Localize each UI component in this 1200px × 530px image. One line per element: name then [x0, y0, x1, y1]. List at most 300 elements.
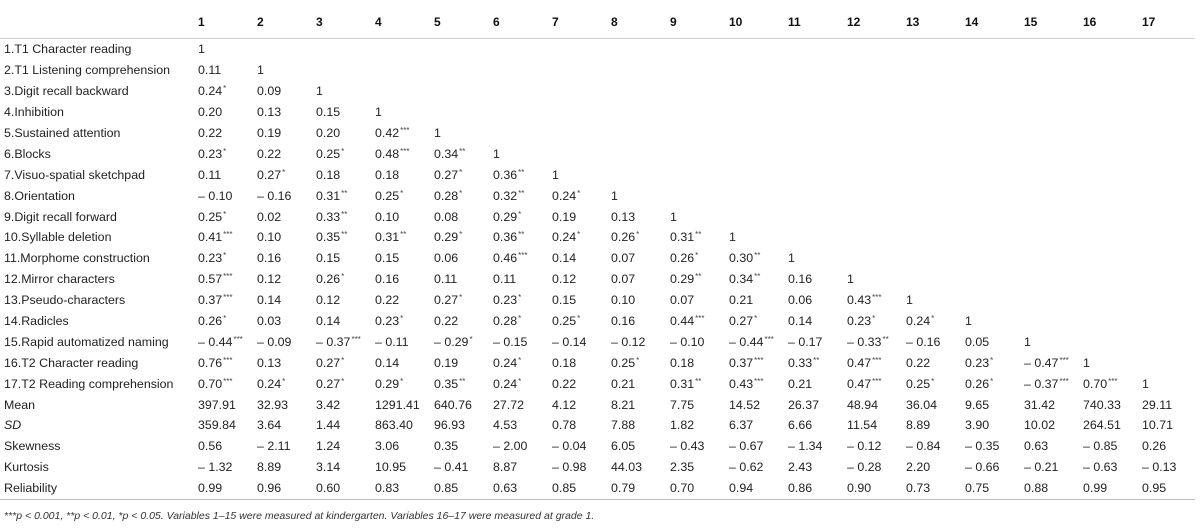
table-cell: 397.91: [198, 397, 236, 412]
table-cell: 0.22: [257, 146, 282, 161]
table-cell: 0.33**: [316, 209, 348, 224]
table-cell: 6.66: [788, 418, 813, 433]
table-row: [0, 185, 1195, 206]
table-cell: 1: [670, 209, 677, 224]
table-cell: 32.93: [257, 397, 289, 412]
table-cell: [428, 39, 487, 60]
table-cell: – 0.28: [847, 460, 882, 475]
table-cell: 0.14: [788, 314, 813, 329]
table-cell: [487, 102, 546, 123]
table-cell: 0.41***: [198, 230, 233, 245]
table-cell: 1: [316, 84, 323, 99]
table-cell: 1: [611, 188, 618, 203]
table-cell: 0.47***: [847, 355, 882, 370]
table-cell: [900, 60, 959, 81]
table-cell: 0.13: [611, 209, 636, 224]
table-cell: [1077, 164, 1136, 185]
table-cell: [841, 206, 900, 227]
table-cell: [900, 248, 959, 269]
table-cell: [664, 39, 723, 60]
table-cell: – 0.62: [729, 460, 764, 475]
table-cell: 3.90: [965, 418, 990, 433]
table-cell: 0.78: [552, 418, 577, 433]
row-label: 13.Pseudo-characters: [4, 293, 126, 308]
table-cell: – 0.37***: [316, 334, 361, 349]
column-header: 8: [605, 8, 664, 39]
table-cell: 0.22: [434, 314, 459, 329]
table-cell: [1018, 164, 1077, 185]
table-cell: 0.43***: [729, 376, 764, 391]
table-cell: [546, 39, 605, 60]
table-cell: 0.31**: [670, 376, 702, 391]
table-cell: 0.18: [670, 355, 695, 370]
table-cell: 2.43: [788, 460, 813, 475]
table-cell: [723, 39, 782, 60]
table-cell: 0.26*: [670, 251, 699, 266]
table-cell: [841, 123, 900, 144]
table-cell: [1018, 290, 1077, 311]
row-label: 8.Orientation: [4, 188, 75, 203]
table-cell: [1077, 39, 1136, 60]
table-cell: 14.52: [729, 397, 761, 412]
table-cell: [1136, 311, 1195, 332]
table-cell: 0.23*: [965, 355, 994, 370]
table-cell: 0.25*: [375, 188, 404, 203]
correlation-table: [0, 8, 1195, 500]
table-cell: 8.89: [257, 460, 282, 475]
table-cell: [841, 143, 900, 164]
table-cell: 740.33: [1083, 397, 1121, 412]
table-cell: 10.02: [1024, 418, 1056, 433]
table-cell: 0.20: [198, 105, 223, 120]
table-cell: [782, 39, 841, 60]
table-cell: [959, 269, 1018, 290]
table-cell: [959, 39, 1018, 60]
table-cell: [959, 81, 1018, 102]
table-cell: – 0.12: [611, 334, 646, 349]
table-cell: 0.26*: [965, 376, 994, 391]
table-cell: – 0.47***: [1024, 355, 1069, 370]
table-cell: 0.31**: [316, 188, 348, 203]
table-cell: [900, 227, 959, 248]
column-header: 11: [782, 8, 841, 39]
table-cell: [900, 164, 959, 185]
row-label: 6.Blocks: [4, 146, 51, 161]
table-cell: 0.88: [1018, 478, 1077, 499]
table-cell: – 0.63: [1083, 460, 1118, 475]
table-cell: 0.02: [257, 209, 282, 224]
table-cell: [900, 206, 959, 227]
table-cell: 0.85: [428, 478, 487, 499]
table-cell: [723, 60, 782, 81]
table-cell: [841, 248, 900, 269]
table-cell: 863.40: [375, 418, 413, 433]
table-cell: 0.16: [375, 272, 400, 287]
table-cell: [900, 269, 959, 290]
table-cell: [1018, 143, 1077, 164]
table-row: [0, 373, 1195, 394]
table-cell: 0.34**: [434, 146, 466, 161]
table-row: [0, 164, 1195, 185]
column-header: 10: [723, 8, 782, 39]
row-label: 10.Syllable deletion: [4, 230, 112, 245]
table-cell: [546, 143, 605, 164]
table-cell: [1136, 206, 1195, 227]
column-header: 15: [1018, 8, 1077, 39]
table-cell: 0.70: [664, 478, 723, 499]
table-row: [0, 81, 1195, 102]
table-cell: 0.10: [611, 293, 636, 308]
table-row: [0, 290, 1195, 311]
table-cell: 0.27*: [434, 167, 463, 182]
table-cell: 8.89: [906, 418, 931, 433]
table-cell: [959, 227, 1018, 248]
column-header: 2: [251, 8, 310, 39]
table-row: [0, 311, 1195, 332]
table-cell: [723, 123, 782, 144]
table-cell: 0.12: [552, 272, 577, 287]
row-label: 2.T1 Listening comprehension: [4, 63, 170, 78]
table-cell: 1.24: [316, 439, 341, 454]
row-label: 3.Digit recall backward: [4, 84, 129, 99]
table-cell: [1136, 39, 1195, 60]
table-cell: [546, 60, 605, 81]
table-cell: – 0.44***: [198, 334, 243, 349]
table-cell: [841, 227, 900, 248]
table-cell: 0.27*: [257, 167, 286, 182]
table-cell: 0.28*: [434, 188, 463, 203]
row-label: Mean: [4, 397, 35, 412]
table-cell: 0.70***: [1083, 376, 1118, 391]
row-label: 11.Morphome construction: [4, 251, 150, 266]
table-cell: [1018, 81, 1077, 102]
table-body: [0, 39, 1195, 500]
table-cell: [1018, 248, 1077, 269]
table-cell: [664, 102, 723, 123]
table-cell: [1136, 102, 1195, 123]
table-cell: 0.24*: [552, 230, 581, 245]
table-cell: 0.99: [1077, 478, 1136, 499]
table-cell: 0.31**: [375, 230, 407, 245]
table-cell: – 0.84: [906, 439, 941, 454]
table-cell: 0.47***: [847, 376, 882, 391]
table-cell: [959, 143, 1018, 164]
table-cell: 0.42***: [375, 126, 410, 140]
table-cell: 1: [493, 146, 500, 161]
table-cell: 0.27*: [729, 314, 758, 329]
table-cell: 1: [788, 251, 795, 266]
table-cell: 0.24*: [493, 355, 522, 370]
table-cell: 0.10: [257, 230, 282, 245]
table-cell: 26.37: [788, 397, 820, 412]
table-cell: [723, 81, 782, 102]
table-cell: 7.88: [611, 418, 636, 433]
column-header: 9: [664, 8, 723, 39]
table-cell: 0.11: [493, 272, 517, 287]
table-cell: [959, 102, 1018, 123]
table-cell: 7.75: [670, 397, 695, 412]
table-cell: 0.11: [434, 272, 458, 287]
table-cell: [900, 81, 959, 102]
table-cell: 0.24*: [257, 376, 286, 391]
table-cell: [1018, 206, 1077, 227]
table-cell: [900, 39, 959, 60]
table-cell: 0.73: [900, 478, 959, 499]
table-row: [0, 331, 1195, 352]
table-cell: 1.82: [670, 418, 695, 433]
table-cell: 0.75: [959, 478, 1018, 499]
table-cell: 0.31**: [670, 230, 702, 245]
table-cell: [1018, 123, 1077, 144]
table-cell: 0.18: [375, 167, 400, 182]
table-cell: 0.28*: [493, 314, 522, 329]
table-cell: 0.33**: [788, 355, 820, 370]
table-cell: [546, 102, 605, 123]
table-cell: [1077, 185, 1136, 206]
table-cell: [841, 164, 900, 185]
table-cell: 1: [847, 272, 854, 287]
table-cell: – 0.37***: [1024, 376, 1069, 391]
table-cell: [664, 123, 723, 144]
table-cell: [841, 102, 900, 123]
table-cell: 31.42: [1024, 397, 1056, 412]
table-cell: [1077, 269, 1136, 290]
table-cell: – 0.16: [906, 334, 941, 349]
table-cell: 6.37: [729, 418, 754, 433]
table-cell: [1077, 206, 1136, 227]
header-row: [0, 8, 1195, 39]
row-label: 5.Sustained attention: [4, 126, 121, 140]
table-cell: – 0.10: [670, 334, 705, 349]
row-label: 16.T2 Character reading: [4, 355, 139, 370]
table-cell: [1136, 227, 1195, 248]
table-cell: 0.22: [906, 355, 931, 370]
table-cell: 0.25*: [552, 314, 581, 329]
table-cell: 0.96: [251, 478, 310, 499]
table-cell: 0.26*: [316, 272, 345, 287]
table-row: [0, 123, 1195, 144]
table-cell: 0.56: [198, 439, 223, 454]
table-cell: [1077, 123, 1136, 144]
table-cell: [487, 81, 546, 102]
column-header: 13: [900, 8, 959, 39]
table-cell: 640.76: [434, 397, 472, 412]
row-label: Kurtosis: [4, 460, 49, 475]
table-cell: – 0.11: [375, 334, 409, 349]
table-cell: – 1.34: [788, 439, 823, 454]
table-cell: 0.29*: [375, 376, 404, 391]
table-cell: [782, 206, 841, 227]
table-cell: 10.95: [375, 460, 407, 475]
table-row: [0, 415, 1195, 436]
table-cell: 11.54: [847, 418, 878, 433]
table-cell: [1077, 102, 1136, 123]
table-cell: [782, 143, 841, 164]
table-cell: [1077, 311, 1136, 332]
table-cell: 3.42: [316, 397, 341, 412]
table-cell: 0.79: [605, 478, 664, 499]
table-cell: 1: [1024, 334, 1031, 349]
table-cell: [605, 60, 664, 81]
table-row: [0, 60, 1195, 81]
table-cell: 27.72: [493, 397, 525, 412]
table-cell: [605, 143, 664, 164]
table-cell: [605, 123, 664, 144]
table-cell: 0.16: [257, 251, 282, 266]
table-cell: [782, 102, 841, 123]
table-cell: 0.03: [257, 314, 282, 329]
table-cell: 1: [1142, 376, 1149, 391]
table-cell: 0.24*: [552, 188, 581, 203]
row-label: Skewness: [4, 439, 61, 454]
table-cell: [1136, 81, 1195, 102]
table-cell: 0.15: [375, 251, 400, 266]
table-cell: 0.14: [552, 251, 577, 266]
table-footnote: ***p < 0.001, **p < 0.01, *p < 0.05. Variables 1–15 were measured at kindergarten. Variables 16–17 were measured at grade 1.: [4, 510, 595, 522]
header-corner: [0, 8, 192, 39]
table-cell: 1: [1083, 355, 1090, 370]
table-cell: 0.16: [611, 314, 636, 329]
table-cell: 0.11: [198, 167, 222, 182]
table-cell: [605, 102, 664, 123]
table-cell: [369, 60, 428, 81]
table-cell: 0.48***: [375, 146, 410, 161]
table-cell: 0.12: [257, 272, 282, 287]
table-cell: 264.51: [1083, 418, 1121, 433]
table-row: [0, 457, 1195, 478]
table-row: [0, 436, 1195, 457]
table-cell: – 0.98: [552, 460, 587, 475]
table-cell: 1.44: [316, 418, 341, 433]
table-cell: 0.20: [316, 126, 341, 140]
table-cell: 0.29*: [493, 209, 522, 224]
table-cell: 0.35: [434, 439, 459, 454]
table-cell: 0.90: [841, 478, 900, 499]
table-cell: [428, 60, 487, 81]
table-cell: 8.21: [611, 397, 636, 412]
table-cell: [723, 185, 782, 206]
row-label: 17.T2 Reading comprehension: [4, 376, 174, 391]
table-cell: 0.15: [316, 251, 341, 266]
table-row: [0, 206, 1195, 227]
table-cell: 0.24*: [906, 314, 935, 329]
column-header: 14: [959, 8, 1018, 39]
table-cell: 0.36**: [493, 167, 525, 182]
table-cell: – 0.12: [847, 439, 882, 454]
column-header: 4: [369, 8, 428, 39]
table-cell: 2.20: [906, 460, 931, 475]
row-label: Reliability: [0, 478, 192, 499]
table-cell: 1: [552, 167, 559, 182]
column-header: 5: [428, 8, 487, 39]
table-cell: [1136, 331, 1195, 352]
table-cell: 0.08: [434, 209, 459, 224]
table-cell: 0.06: [788, 293, 813, 308]
table-cell: [900, 143, 959, 164]
table-cell: 0.18: [316, 167, 341, 182]
table-cell: 0.86: [782, 478, 841, 499]
table-cell: 0.85: [546, 478, 605, 499]
row-label: SD: [4, 418, 22, 433]
table-cell: [605, 39, 664, 60]
table-cell: – 0.35: [965, 439, 1000, 454]
table-cell: 10.71: [1142, 418, 1174, 433]
table-cell: 0.05: [965, 334, 990, 349]
table-cell: 0.21: [788, 376, 813, 391]
table-cell: [841, 60, 900, 81]
column-header: 6: [487, 8, 546, 39]
table-cell: [782, 60, 841, 81]
table-cell: – 0.67: [729, 439, 764, 454]
table-row: [0, 143, 1195, 164]
table-cell: [1018, 102, 1077, 123]
table-cell: – 0.10: [198, 188, 233, 203]
table-cell: 0.99: [192, 478, 251, 499]
table-cell: [841, 39, 900, 60]
table-cell: 0.11: [198, 63, 222, 78]
table-cell: 1: [257, 63, 264, 78]
table-cell: 0.83: [369, 478, 428, 499]
table-cell: [1136, 185, 1195, 206]
table-cell: [1136, 290, 1195, 311]
table-cell: 0.24*: [198, 84, 227, 99]
table-cell: – 0.13: [1142, 460, 1177, 475]
table-cell: 0.14: [257, 293, 282, 308]
table-cell: 0.10: [375, 209, 400, 224]
table-cell: – 0.41: [434, 460, 469, 475]
table-cell: 0.29**: [670, 272, 702, 287]
table-row: [0, 227, 1195, 248]
table-cell: [1077, 290, 1136, 311]
table-cell: [605, 164, 664, 185]
table-cell: [723, 102, 782, 123]
table-cell: 0.35**: [316, 230, 348, 245]
table-cell: 0.14: [316, 314, 341, 329]
table-row: [0, 478, 1195, 499]
table-cell: 3.14: [316, 460, 341, 475]
table-cell: 0.14: [375, 355, 400, 370]
table-cell: [900, 123, 959, 144]
table-cell: – 0.04: [552, 439, 587, 454]
table-cell: 96.93: [434, 418, 466, 433]
table-cell: – 0.15: [493, 334, 528, 349]
column-header: 17: [1136, 8, 1195, 39]
table-cell: [959, 248, 1018, 269]
column-header: 7: [546, 8, 605, 39]
table-row: [0, 352, 1195, 373]
table-row: [0, 102, 1195, 123]
table-cell: [723, 143, 782, 164]
table-cell: – 0.66: [965, 460, 1000, 475]
table-cell: 0.09: [257, 84, 282, 99]
table-cell: 0.21: [729, 293, 754, 308]
table-cell: 0.25*: [198, 209, 227, 224]
table-cell: 6.05: [611, 439, 636, 454]
row-label: 4.Inhibition: [4, 105, 64, 120]
table-cell: – 0.17: [788, 334, 823, 349]
table-cell: [369, 81, 428, 102]
table-cell: 0.29*: [434, 230, 463, 245]
table-cell: 0.23*: [847, 314, 876, 329]
row-label: 1.T1 Character reading: [4, 42, 132, 57]
table-cell: 0.44***: [670, 314, 705, 329]
table-cell: [487, 39, 546, 60]
table-cell: – 0.09: [257, 334, 292, 349]
table-cell: [959, 164, 1018, 185]
table-cell: [664, 143, 723, 164]
table-cell: – 0.29*: [434, 334, 473, 349]
table-cell: 0.15: [552, 293, 577, 308]
